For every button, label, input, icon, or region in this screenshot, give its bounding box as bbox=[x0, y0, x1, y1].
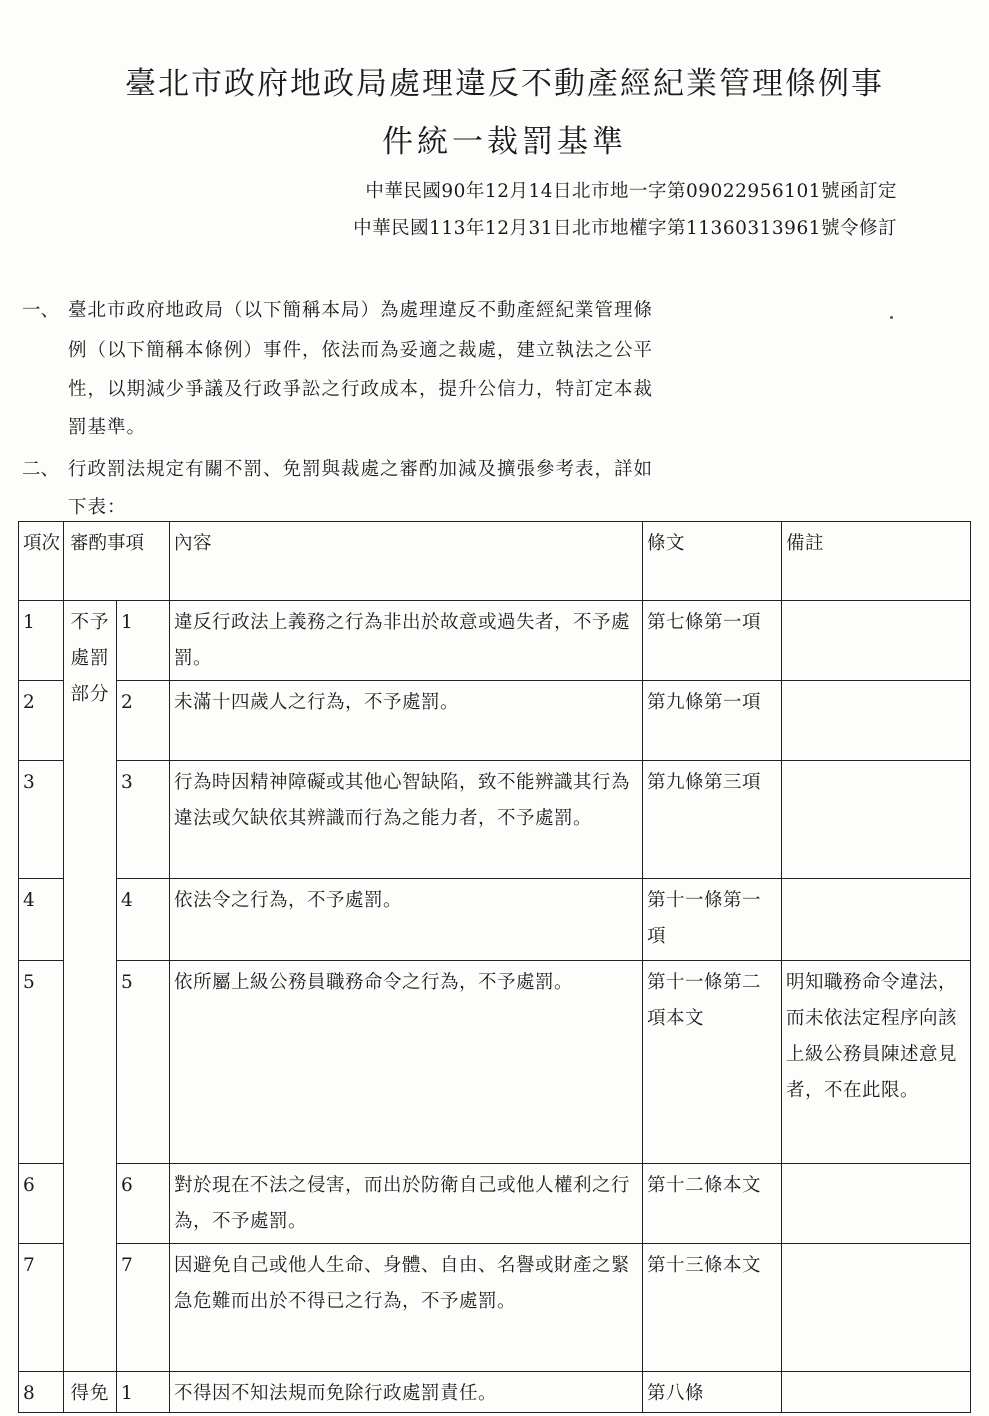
section-one-line: 臺北市政府地政局（以下簡稱本局）為處理違反不動產經紀業管理條 bbox=[68, 300, 654, 321]
row-content: 對於現在不法之侵害，而出於防衛自己或他人權利之行為，不予處罰。 bbox=[170, 1164, 643, 1244]
row-article: 第十一條第二項本文 bbox=[643, 961, 782, 1164]
row-note bbox=[782, 879, 971, 961]
row-sub-number: 1 bbox=[117, 1372, 170, 1413]
row-note bbox=[782, 601, 971, 681]
row-article: 第八條 bbox=[643, 1372, 782, 1413]
section-two-line: 行政罰法規定有關不罰、免罰與裁處之審酌加減及擴張參考表，詳如 bbox=[68, 459, 654, 480]
row-note bbox=[782, 1372, 971, 1413]
row-note: 明知職務命令違法，而未依法定程序向該上級公務員陳述意見者，不在此限。 bbox=[782, 961, 971, 1164]
row-sub-number: 2 bbox=[117, 681, 170, 761]
row-content: 不得因不知法規而免除行政處罰責任。 bbox=[170, 1372, 643, 1413]
table-row bbox=[19, 761, 971, 879]
header-content: 內容 bbox=[170, 522, 643, 601]
header-item: 項次 bbox=[19, 522, 64, 601]
scan-speck bbox=[890, 316, 893, 319]
row-item-number: 4 bbox=[19, 879, 64, 961]
reference-line-2: 中華民國113年12月31日北市地權字第11360313961號令修訂 bbox=[353, 218, 897, 239]
row-sub-number: 5 bbox=[117, 961, 170, 1164]
row-note bbox=[782, 681, 971, 761]
table-row bbox=[19, 601, 971, 681]
row-item-number: 8 bbox=[19, 1372, 64, 1413]
row-article: 第九條第三項 bbox=[643, 761, 782, 879]
row-content: 依法令之行為，不予處罰。 bbox=[170, 879, 643, 961]
row-article: 第九條第一項 bbox=[643, 681, 782, 761]
row-item-number: 7 bbox=[19, 1244, 64, 1372]
header-consideration: 審酌事項 bbox=[64, 522, 170, 601]
section-one-line: 性，以期減少爭議及行政爭訟之行政成本，提升公信力，特訂定本裁 bbox=[68, 379, 654, 400]
row-sub-number: 1 bbox=[117, 601, 170, 681]
header-note: 備註 bbox=[782, 522, 971, 601]
document-title-line-1: 臺北市政府地政局處理違反不動產經紀業管理條例事 bbox=[125, 66, 884, 102]
row-content: 未滿十四歲人之行為，不予處罰。 bbox=[170, 681, 643, 761]
section-two-number: 二、 bbox=[22, 459, 60, 480]
table-row bbox=[19, 1244, 971, 1372]
category-no-penalty: 不予處罰部分 bbox=[64, 601, 117, 1372]
row-sub-number: 6 bbox=[117, 1164, 170, 1244]
document-title-line-2: 件統一裁罰基準 bbox=[382, 124, 627, 160]
row-note bbox=[782, 761, 971, 879]
row-sub-number: 4 bbox=[117, 879, 170, 961]
section-one-number: 一、 bbox=[22, 300, 60, 321]
row-content: 行為時因精神障礙或其他心智缺陷，致不能辨識其行為違法或欠缺依其辨識而行為之能力者，不予處罰。 bbox=[170, 761, 643, 879]
row-sub-number: 7 bbox=[117, 1244, 170, 1372]
penalty-reference-table bbox=[18, 521, 971, 1413]
table-row bbox=[19, 1164, 971, 1244]
reference-line-1: 中華民國90年12月14日北市地一字第09022956101號函訂定 bbox=[365, 181, 897, 202]
row-note bbox=[782, 1244, 971, 1372]
section-two-line: 下表： bbox=[68, 497, 127, 518]
row-article: 第七條第一項 bbox=[643, 601, 782, 681]
row-article: 第十一條第一項 bbox=[643, 879, 782, 961]
row-item-number: 6 bbox=[19, 1164, 64, 1244]
table-header-row bbox=[19, 522, 971, 601]
table-row bbox=[19, 879, 971, 961]
category-exempt: 得免 bbox=[64, 1372, 117, 1413]
row-article: 第十二條本文 bbox=[643, 1164, 782, 1244]
row-note bbox=[782, 1164, 971, 1244]
section-one-line: 罰基準。 bbox=[68, 417, 147, 438]
table-row bbox=[19, 1372, 971, 1413]
table-row bbox=[19, 961, 971, 1164]
section-one-line: 例（以下簡稱本條例）事件，依法而為妥適之裁處，建立執法之公平 bbox=[68, 340, 654, 361]
row-item-number: 1 bbox=[19, 601, 64, 681]
row-item-number: 2 bbox=[19, 681, 64, 761]
row-sub-number: 3 bbox=[117, 761, 170, 879]
row-content: 違反行政法上義務之行為非出於故意或過失者，不予處罰。 bbox=[170, 601, 643, 681]
row-content: 因避免自己或他人生命、身體、自由、名譽或財產之緊急危難而出於不得已之行為，不予處罰。 bbox=[170, 1244, 643, 1372]
table-row bbox=[19, 681, 971, 761]
row-item-number: 3 bbox=[19, 761, 64, 879]
row-item-number: 5 bbox=[19, 961, 64, 1164]
row-article: 第十三條本文 bbox=[643, 1244, 782, 1372]
header-article: 條文 bbox=[643, 522, 782, 601]
row-content: 依所屬上級公務員職務命令之行為，不予處罰。 bbox=[170, 961, 643, 1164]
